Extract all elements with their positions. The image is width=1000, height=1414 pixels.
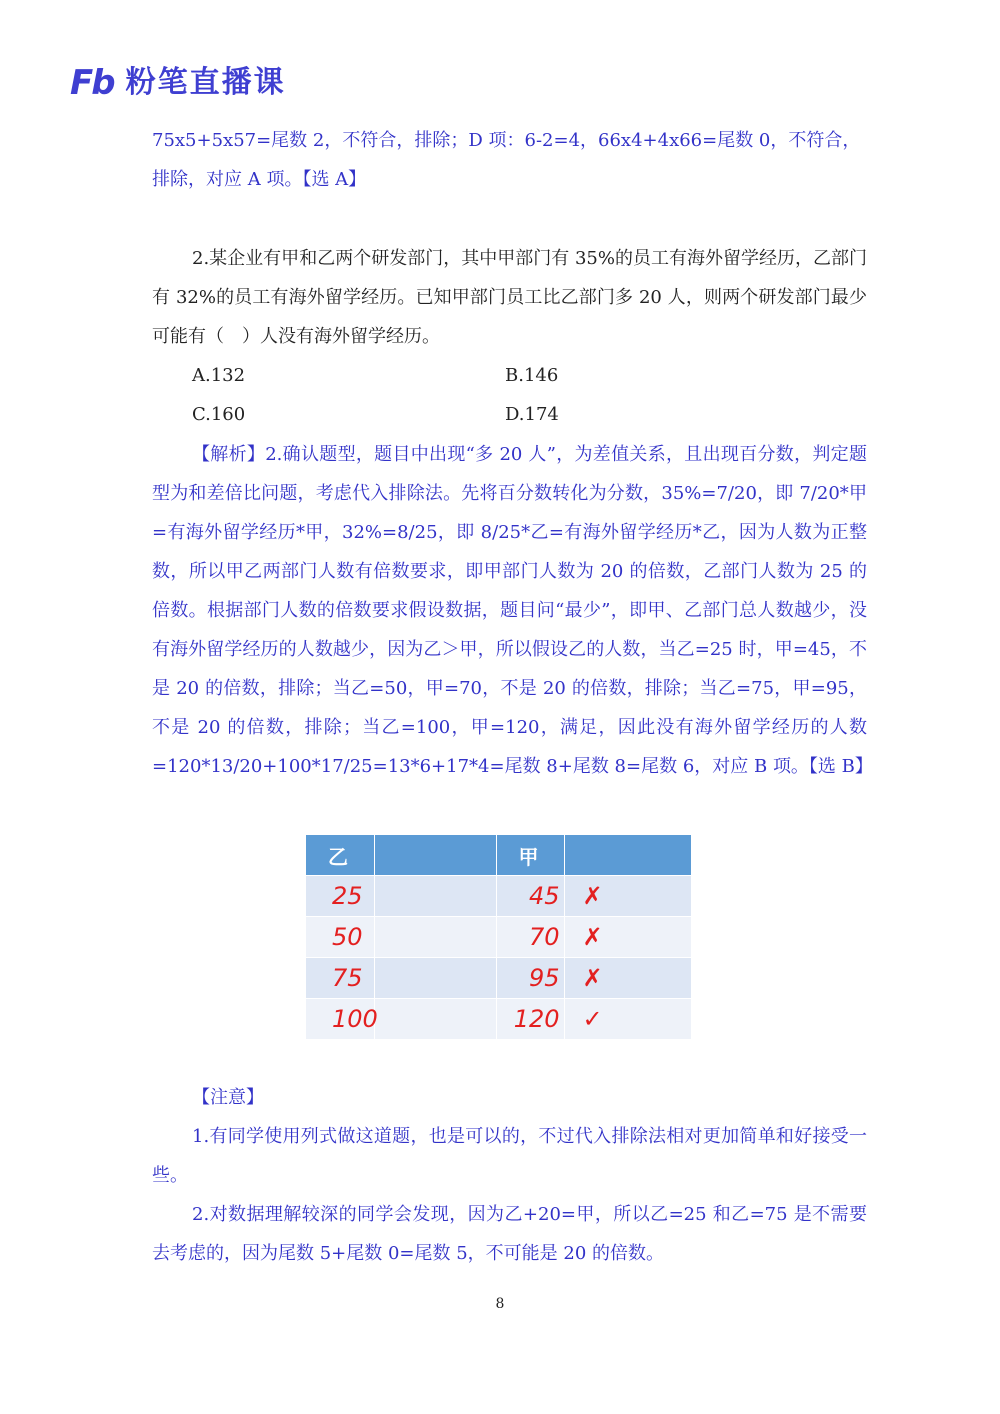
cross-mark: ✗ xyxy=(564,958,691,999)
substitution-table xyxy=(306,835,692,1039)
note-item: 1.有同学使用列式做这道题，也是可以的，不过代入排除法相对更加简单和好接受一些。 xyxy=(152,1126,867,1186)
option-c: C.160 xyxy=(192,404,246,425)
text-line: 75x5+5x57=尾数 2，不符合，排除；D 项：6-2=4，66x4+4x66=尾数 0，不符合， xyxy=(152,130,861,151)
option-d: D.174 xyxy=(505,404,559,425)
brand-name: 粉笔直播课 xyxy=(125,65,286,100)
jia-value: 45 xyxy=(496,876,564,917)
header-jia: 甲 xyxy=(496,835,564,876)
header-yi: 乙 xyxy=(306,835,374,876)
table-row xyxy=(306,917,691,958)
yi-value: 50 xyxy=(306,917,374,958)
table-header-row xyxy=(306,835,691,876)
table-row xyxy=(306,876,691,917)
jia-value: 95 xyxy=(496,958,564,999)
header-empty xyxy=(564,835,691,876)
yi-value: 75 xyxy=(306,958,374,999)
header-empty xyxy=(374,835,496,876)
analysis-block xyxy=(152,435,873,786)
check-mark: ✓ xyxy=(564,999,691,1040)
note-title: 【注意】 xyxy=(192,1087,264,1108)
brand-logo xyxy=(70,63,286,103)
yi-value: 25 xyxy=(306,876,374,917)
yi-value: 100 xyxy=(306,999,374,1040)
previous-answer xyxy=(152,121,867,199)
note-item: 2.对数据理解较深的同学会发现，因为乙+20=甲，所以乙=25 和乙=75 是不需要去考虑的，因为尾数 5+尾数 0=尾数 5，不可能是 20 的倍数。 xyxy=(152,1204,867,1264)
substitution-table-image xyxy=(306,835,691,1033)
empty-cell xyxy=(374,999,496,1040)
jia-value: 70 xyxy=(496,917,564,958)
jia-value: 120 xyxy=(496,999,564,1040)
answer-options xyxy=(152,356,867,434)
empty-cell xyxy=(374,958,496,999)
question-text: 2.某企业有甲和乙两个研发部门，其中甲部门有 35%的员工有海外留学经历，乙部门有 32%的员工有海外留学经历。已知甲部门员工比乙部门多 20 人，则两个研发部门最少可能有（ ）人没有海外留学经历。 xyxy=(152,248,867,347)
table-row xyxy=(306,999,691,1040)
table-row xyxy=(306,958,691,999)
option-a: A.132 xyxy=(192,365,246,386)
page-number: 8 xyxy=(495,1296,505,1312)
empty-cell xyxy=(374,917,496,958)
cross-mark: ✗ xyxy=(564,876,691,917)
question-block xyxy=(152,239,867,434)
option-b: B.146 xyxy=(505,365,559,386)
analysis-text: 【解析】2.确认题型，题目中出现“多 20 人”，为差值关系，且出现百分数，判定题型为和差倍比问题，考虑代入排除法。先将百分数转化为分数，35%=7/20，即 7/20*甲=有海外留学经历*甲，32%=8/25，即 8/25*乙=有海外留学经历*乙，因为人数为正整数，所以甲乙两部门人数有倍数要求，即甲部门人数为 20 的倍数，乙部门人数为 25 的倍数。根据部门人数的倍数要求假设数据，题目问“最少”，即甲、乙部门总人数越少，没有海外留学经历的人数越少，因为乙＞甲，所以假设乙的人数，当乙=25 时，甲=45，不是 20 的倍数，排除；当乙=50，甲=70，不是 20 的倍数，排除；当乙=75，甲=95，不是 20 的倍数，排除；当乙=100，甲=120，满足，因此没有海外留学经历的人数=120*13/20+100*17/25=13*6+17*4=尾数 8+尾数 8=尾数 6，对应 B 项。【选 B】 xyxy=(152,444,873,777)
cross-mark: ✗ xyxy=(564,917,691,958)
empty-cell xyxy=(374,876,496,917)
note-block xyxy=(152,1078,867,1273)
brand-mark: Fb xyxy=(70,63,114,103)
text-line: 排除，对应 A 项。【选 A】 xyxy=(152,169,367,190)
